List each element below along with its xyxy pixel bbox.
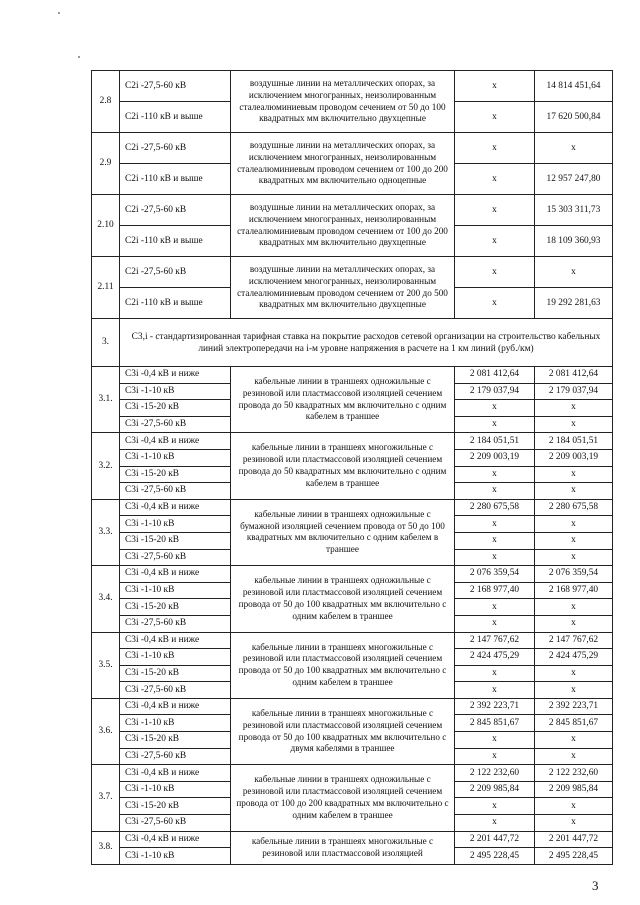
rate-value-1: x: [455, 798, 535, 815]
line-description: кабельные линии в траншеях многожильные с резиновой или пластмассовой изоляцией: [231, 831, 455, 864]
voltage-level: C3i -27,5-60 кВ: [120, 483, 231, 500]
rate-value-1: 2 280 675,58: [455, 499, 535, 516]
table-row: [92, 433, 613, 450]
page-number: 3: [592, 878, 599, 893]
table-row: [92, 831, 613, 848]
voltage-level: C3i -27,5-60 кВ: [120, 416, 231, 433]
rate-value-2: x: [535, 133, 613, 164]
rate-value-2: 2 392 223,71: [535, 698, 613, 715]
line-description: кабельные линии в траншеях одножильные с резиновой или пластмассовой изоляцией сечением провода от 50 до 100 квадратных мм включительно с одним кабелем в траншее: [231, 566, 455, 632]
table-row: [92, 367, 613, 384]
voltage-level: C2i -110 кВ и выше: [120, 226, 231, 257]
rate-value-1: x: [455, 416, 535, 433]
voltage-level: C3i -27,5-60 кВ: [120, 815, 231, 832]
rate-value-2: 2 081 412,64: [535, 367, 613, 384]
voltage-level: C2i -27,5-60 кВ: [120, 257, 231, 288]
line-description: кабельные линии в траншеях многожильные с резиновой или пластмассовой изоляцией сечением провода от 50 до 100 квадратных мм включительно с одним кабелем в траншее: [231, 632, 455, 698]
voltage-level: C3i -1-10 кВ: [120, 848, 231, 865]
rate-value-2: x: [535, 532, 613, 549]
voltage-level: C3i -0,4 кВ и ниже: [120, 566, 231, 583]
row-number: 3.1.: [92, 367, 120, 433]
rate-value-1: 2 147 767,62: [455, 632, 535, 649]
voltage-level: C3i -0,4 кВ и ниже: [120, 367, 231, 384]
voltage-level: C3i -1-10 кВ: [120, 649, 231, 666]
rate-value-1: x: [455, 102, 535, 133]
row-number: 3.8.: [92, 831, 120, 864]
voltage-level: C3i -15-20 кВ: [120, 466, 231, 483]
rate-value-2: x: [535, 748, 613, 765]
rate-value-1: 2 076 359,54: [455, 566, 535, 583]
rate-value-2: x: [535, 400, 613, 417]
rate-value-2: x: [535, 257, 613, 288]
rate-value-2: x: [535, 815, 613, 832]
scan-speck: [78, 56, 80, 58]
rate-value-2: x: [535, 549, 613, 566]
voltage-level: C3i -1-10 кВ: [120, 781, 231, 798]
rate-value-1: 2 845 851,67: [455, 715, 535, 732]
row-number: 2.9: [92, 133, 120, 195]
rate-value-2: 18 109 360,93: [535, 226, 613, 257]
table-row: [92, 499, 613, 516]
table-row: [92, 765, 613, 782]
voltage-level: C3i -0,4 кВ и ниже: [120, 499, 231, 516]
rate-value-1: x: [455, 195, 535, 226]
rate-value-1: x: [455, 483, 535, 500]
rate-value-2: x: [535, 798, 613, 815]
rate-value-1: x: [455, 615, 535, 632]
rate-value-2: 2 168 977,40: [535, 582, 613, 599]
row-number: 3.4.: [92, 566, 120, 632]
voltage-level: C3i -1-10 кВ: [120, 449, 231, 466]
rate-value-1: 2 209 003,19: [455, 449, 535, 466]
rate-value-1: 2 392 223,71: [455, 698, 535, 715]
table-row: [92, 71, 613, 102]
section-title: C3,i - стандартизированная тарифная ставка на покрытие расходов сетевой организации на строительство кабельных линий электропередачи на i-м уровне напряжения в расчете на 1 км линий (руб./км): [120, 319, 613, 367]
rate-value-2: 2 280 675,58: [535, 499, 613, 516]
rate-value-2: x: [535, 516, 613, 533]
voltage-level: C3i -15-20 кВ: [120, 400, 231, 417]
voltage-level: C3i -15-20 кВ: [120, 532, 231, 549]
rate-value-2: x: [535, 483, 613, 500]
rate-value-2: x: [535, 732, 613, 749]
rate-value-1: 2 184 051,51: [455, 433, 535, 450]
rate-value-1: 2 168 977,40: [455, 582, 535, 599]
voltage-level: C2i -110 кВ и выше: [120, 164, 231, 195]
rate-value-2: 14 814 451,64: [535, 71, 613, 102]
voltage-level: C2i -27,5-60 кВ: [120, 71, 231, 102]
voltage-level: C2i -27,5-60 кВ: [120, 133, 231, 164]
scan-speck: [58, 12, 60, 14]
rate-value-2: 19 292 281,63: [535, 288, 613, 319]
rate-value-1: 2 122 232,60: [455, 765, 535, 782]
voltage-level: C2i -110 кВ и выше: [120, 102, 231, 133]
line-description: кабельные линии в траншеях многожильные с резиновой или пластмассовой изоляцией сечением провода до 50 квадратных мм включительно с одним кабелем в траншее: [231, 433, 455, 499]
rate-value-1: x: [455, 164, 535, 195]
voltage-level: C3i -0,4 кВ и ниже: [120, 765, 231, 782]
rate-value-2: 2 076 359,54: [535, 566, 613, 583]
voltage-level: C3i -15-20 кВ: [120, 798, 231, 815]
voltage-level: C3i -0,4 кВ и ниже: [120, 698, 231, 715]
voltage-level: C3i -27,5-60 кВ: [120, 748, 231, 765]
rate-value-1: x: [455, 532, 535, 549]
line-description: воздушные линии на металлических опорах, за исключением многогранных, неизолированным сталеалюминиевым проводом сечением от 100 до 200 квадратных мм включительно одноцепные: [231, 133, 455, 195]
rate-value-2: x: [535, 599, 613, 616]
rate-value-1: x: [455, 516, 535, 533]
section-heading-row: [92, 319, 613, 367]
tariff-table: [91, 70, 613, 865]
rate-value-2: x: [535, 682, 613, 699]
rate-value-2: 2 209 003,19: [535, 449, 613, 466]
rate-value-2: 2 495 228,45: [535, 848, 613, 865]
rate-value-2: 2 424 475,29: [535, 649, 613, 666]
tariff-table-body: [92, 71, 613, 865]
voltage-level: C2i -110 кВ и выше: [120, 288, 231, 319]
rate-value-1: x: [455, 815, 535, 832]
row-number: 3.7.: [92, 765, 120, 831]
rate-value-2: 2 184 051,51: [535, 433, 613, 450]
rate-value-2: 12 957 247,80: [535, 164, 613, 195]
line-description: кабельные линии в траншеях одножильные с резиновой или пластмассовой изоляцией сечением провода от 100 до 200 квадратных мм включительно с одним кабелем в траншее: [231, 765, 455, 831]
rate-value-2: x: [535, 466, 613, 483]
line-description: воздушные линии на металлических опорах, за исключением многогранных, неизолированным сталеалюминиевым проводом сечением от 100 до 200 квадратных мм включительно двухцепные: [231, 195, 455, 257]
row-number: 3.2.: [92, 433, 120, 499]
line-description: кабельные линии в траншеях многожильные с резиновой или пластмассовой изоляцией сечением провода от 50 до 100 квадратных мм включительно с двумя кабелями в траншее: [231, 698, 455, 764]
rate-value-2: 2 201 447,72: [535, 831, 613, 848]
row-number: 2.10: [92, 195, 120, 257]
voltage-level: C3i -15-20 кВ: [120, 665, 231, 682]
rate-value-1: x: [455, 226, 535, 257]
rate-value-1: 2 179 037,94: [455, 383, 535, 400]
rate-value-2: 2 122 232,60: [535, 765, 613, 782]
voltage-level: C3i -27,5-60 кВ: [120, 682, 231, 699]
row-number: 2.11: [92, 257, 120, 319]
rate-value-2: 17 620 500,84: [535, 102, 613, 133]
rate-value-2: 2 179 037,94: [535, 383, 613, 400]
section-number: 3.: [92, 319, 120, 367]
table-row: [92, 566, 613, 583]
rate-value-1: x: [455, 400, 535, 417]
rate-value-1: x: [455, 748, 535, 765]
rate-value-1: 2 495 228,45: [455, 848, 535, 865]
voltage-level: C3i -1-10 кВ: [120, 715, 231, 732]
row-number: 3.5.: [92, 632, 120, 698]
voltage-level: C3i -27,5-60 кВ: [120, 615, 231, 632]
rate-value-2: 2 147 767,62: [535, 632, 613, 649]
rate-value-1: x: [455, 682, 535, 699]
voltage-level: C3i -0,4 кВ и ниже: [120, 632, 231, 649]
rate-value-1: 2 424 475,29: [455, 649, 535, 666]
rate-value-1: x: [455, 466, 535, 483]
rate-value-1: x: [455, 71, 535, 102]
table-row: [92, 698, 613, 715]
voltage-level: C3i -1-10 кВ: [120, 383, 231, 400]
voltage-level: C3i -1-10 кВ: [120, 582, 231, 599]
table-row: [92, 195, 613, 226]
rate-value-2: x: [535, 615, 613, 632]
rate-value-1: 2 201 447,72: [455, 831, 535, 848]
voltage-level: C2i -27,5-60 кВ: [120, 195, 231, 226]
rate-value-2: 2 209 985,84: [535, 781, 613, 798]
voltage-level: C3i -27,5-60 кВ: [120, 549, 231, 566]
table-row: [92, 632, 613, 649]
row-number: 2.8: [92, 71, 120, 133]
rate-value-2: x: [535, 665, 613, 682]
voltage-level: C3i -0,4 кВ и ниже: [120, 433, 231, 450]
rate-value-1: x: [455, 665, 535, 682]
line-description: кабельные линии в траншеях одножильные с резиновой или пластмассовой изоляцией сечением провода до 50 квадратных мм включительно с одним кабелем в траншее: [231, 367, 455, 433]
row-number: 3.6.: [92, 698, 120, 764]
rate-value-1: x: [455, 549, 535, 566]
rate-value-1: 2 081 412,64: [455, 367, 535, 384]
rate-value-1: x: [455, 732, 535, 749]
rate-value-1: x: [455, 133, 535, 164]
table-row: [92, 257, 613, 288]
voltage-level: C3i -1-10 кВ: [120, 516, 231, 533]
row-number: 3.3.: [92, 499, 120, 565]
rate-value-2: 2 845 851,67: [535, 715, 613, 732]
line-description: кабельные линии в траншеях одножильные с бумажной изоляцией сечением провода от 50 до 100 квадратных мм включительно с одним кабелем в траншее: [231, 499, 455, 565]
voltage-level: C3i -15-20 кВ: [120, 599, 231, 616]
table-row: [92, 133, 613, 164]
line-description: воздушные линии на металлических опорах, за исключением многогранных, неизолированным сталеалюминиевым проводом сечением от 200 до 500 квадратных мм включительно двухцепные: [231, 257, 455, 319]
rate-value-2: 15 303 311,73: [535, 195, 613, 226]
line-description: воздушные линии на металлических опорах, за исключением многогранных, неизолированным сталеалюминиевым проводом сечением от 50 до 100 квадратных мм включительно двухцепные: [231, 71, 455, 133]
voltage-level: C3i -15-20 кВ: [120, 732, 231, 749]
rate-value-2: x: [535, 416, 613, 433]
rate-value-1: x: [455, 288, 535, 319]
voltage-level: C3i -0,4 кВ и ниже: [120, 831, 231, 848]
rate-value-1: x: [455, 257, 535, 288]
rate-value-1: x: [455, 599, 535, 616]
rate-value-1: 2 209 985,84: [455, 781, 535, 798]
